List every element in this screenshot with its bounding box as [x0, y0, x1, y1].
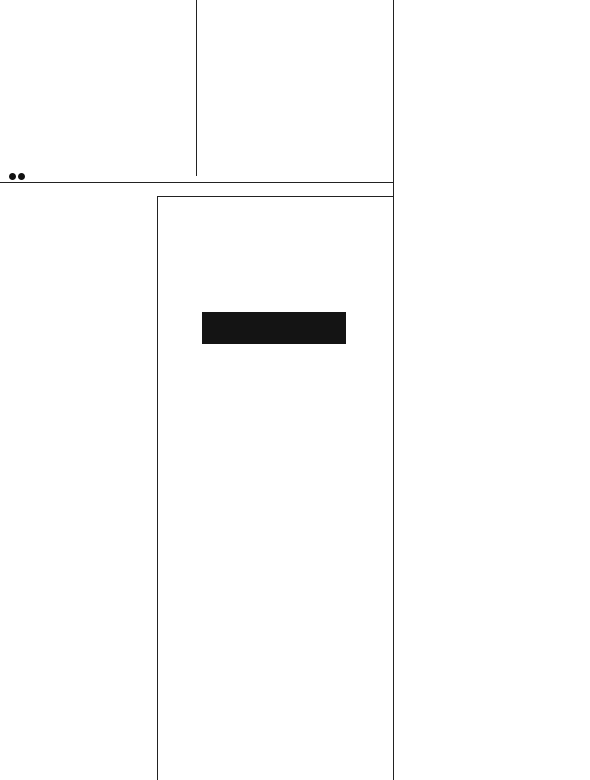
author-byline [202, 312, 346, 344]
text-column-bottom-middle [161, 352, 389, 776]
column-divider-right [393, 0, 394, 780]
text-column-top-left [6, 2, 193, 170]
column-divider-top-left [196, 0, 197, 176]
text-column-top-middle [199, 2, 390, 174]
text-column-bottom-right [398, 268, 586, 778]
end-dot [18, 173, 25, 180]
section-divider-left [0, 182, 393, 183]
end-of-article-marker [9, 173, 27, 183]
text-column-bottom-left [6, 200, 152, 756]
article-title [150, 244, 388, 294]
text-column-top-right [398, 2, 586, 262]
page-credit [6, 758, 126, 776]
end-dot [9, 173, 16, 180]
section-divider-middle [157, 196, 393, 197]
